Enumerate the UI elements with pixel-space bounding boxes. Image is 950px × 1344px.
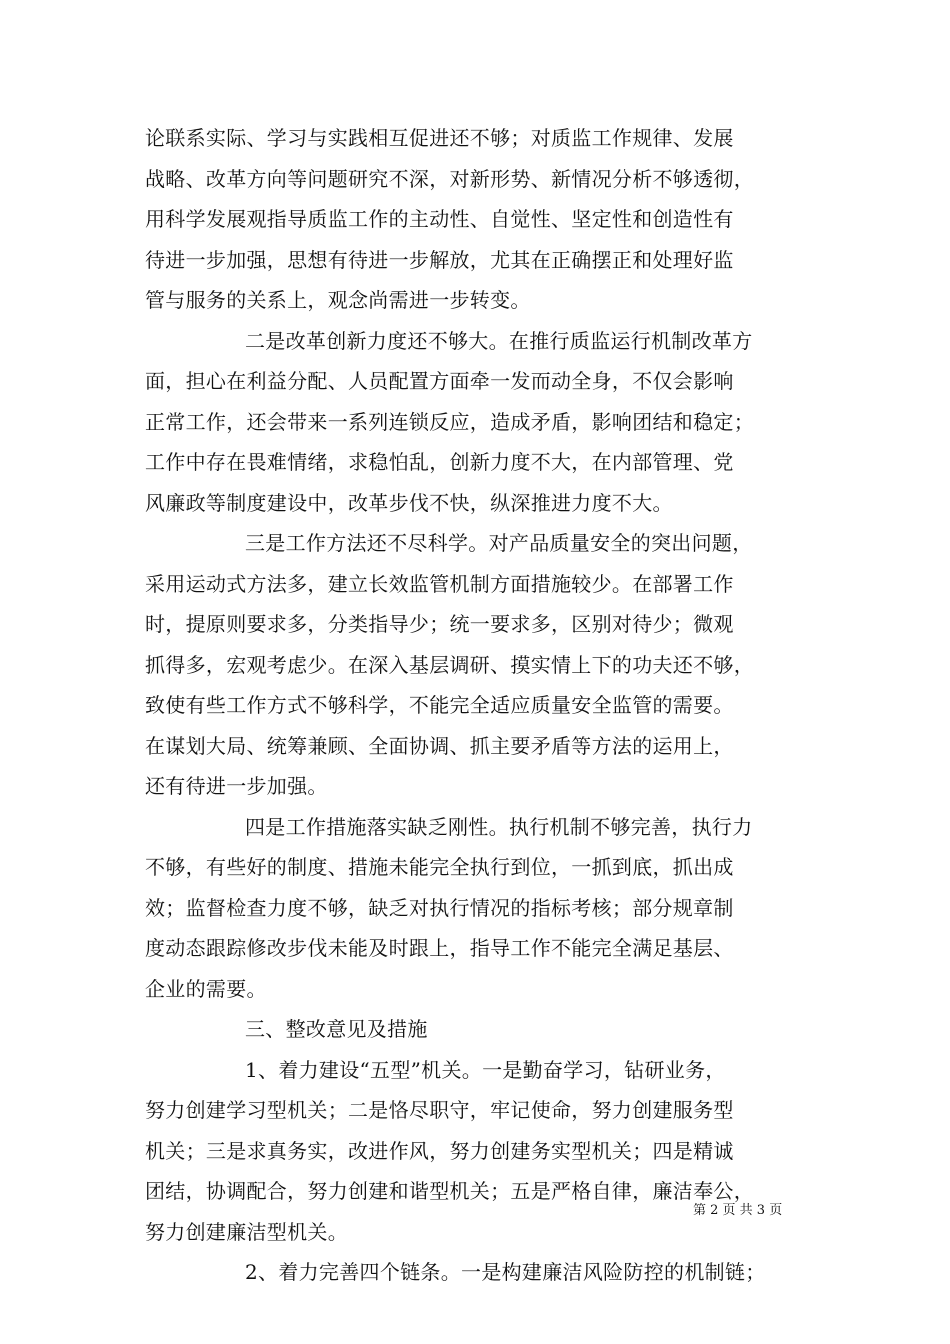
text-line: 机关；三是求真务实，改进作风，努力创建务实型机关；四是精诚: [145, 1138, 734, 1163]
paragraph-6: [145, 1252, 825, 1293]
text-line: 二是改革创新力度还不够大。在推行质监运行机制改革方: [245, 328, 753, 353]
text-line: 还有待进一步加强。: [145, 774, 328, 798]
text-line: 管与服务的关系上，观念尚需进一步转变。: [145, 288, 531, 312]
text-line: 工作中存在畏难情绪，求稳怕乱，创新力度不大，在内部管理、党: [145, 450, 734, 474]
text-line: 待进一步加强，思想有待进一步解放，尤其在正确摆正和处理好监: [145, 247, 734, 272]
text-line: 面，担心在利益分配、人员配置方面牵一发而动全身，不仅会影响: [145, 369, 734, 393]
text-line: 三是工作方法还不尽科学。对产品质量安全的突出问题，: [245, 531, 753, 555]
text-line: 正常工作，还会带来一系列连锁反应，造成矛盾，影响团结和稳定；: [145, 409, 754, 434]
paragraph-2: [145, 321, 825, 524]
text-line: 时，提原则要求多，分类指导少；统一要求多，区别对待少；微观: [145, 612, 734, 636]
text-line: 采用运动式方法多，建立长效监管机制方面措施较少。在部署工作: [145, 571, 734, 596]
text-line: 团结，协调配合，努力创建和谐型机关；五是严格自律，廉洁奉公，: [145, 1179, 754, 1203]
text-line: 在谋划大局、统筹兼顾、全面协调、抓主要矛盾等方法的运用上，: [145, 733, 734, 758]
paragraph-5: [145, 1050, 825, 1253]
text-line: 2、着力完善四个链条。一是构建廉洁风险防控的机制链；: [245, 1260, 766, 1284]
text-line: 四是工作措施落实缺乏刚性。执行机制不够完善，执行力: [245, 814, 753, 839]
paragraph-4: [145, 807, 825, 1010]
text-line: 风廉政等制度建设中，改革步伐不快，纵深推进力度不大。: [145, 490, 673, 515]
section-heading-text: 三、整改意见及措施: [245, 1017, 428, 1041]
document-body: [145, 118, 825, 1293]
text-line: 致使有些工作方式不够科学，不能完全适应质量安全监管的需要。: [145, 693, 734, 717]
text-line: 1、着力建设“五型”机关。一是勤奋学习，钻研业务，: [245, 1057, 726, 1082]
page-number-footer: 第 2 页 共 3 页: [693, 1203, 783, 1218]
paragraph-1: [145, 118, 825, 321]
text-line: 努力创建学习型机关；二是恪尽职守，牢记使命，努力创建服务型: [145, 1098, 734, 1122]
text-line: 抓得多，宏观考虑少。在深入基层调研、摸实情上下的功夫还不够，: [145, 652, 754, 677]
text-line: 度动态跟踪修改步伐未能及时跟上，指导工作不能完全满足基层、: [145, 936, 734, 960]
text-line: 战略、改革方向等问题研究不深，对新形势、新情况分析不够透彻，: [145, 166, 754, 191]
text-line: 企业的需要。: [145, 976, 267, 1001]
section-heading: [145, 1009, 825, 1050]
text-line: 不够，有些好的制度、措施未能完全执行到位，一抓到底，抓出成: [145, 855, 734, 879]
paragraph-3: [145, 523, 825, 807]
text-line: 效；监督检查力度不够，缺乏对执行情况的指标考核；部分规章制: [145, 895, 734, 920]
text-line: 用科学发展观指导质监工作的主动性、自觉性、坚定性和创造性有: [145, 207, 734, 231]
text-line: 努力创建廉洁型机关。: [145, 1219, 348, 1244]
text-line: 论联系实际、学习与实践相互促进还不够；对质监工作规律、发展: [145, 126, 734, 150]
